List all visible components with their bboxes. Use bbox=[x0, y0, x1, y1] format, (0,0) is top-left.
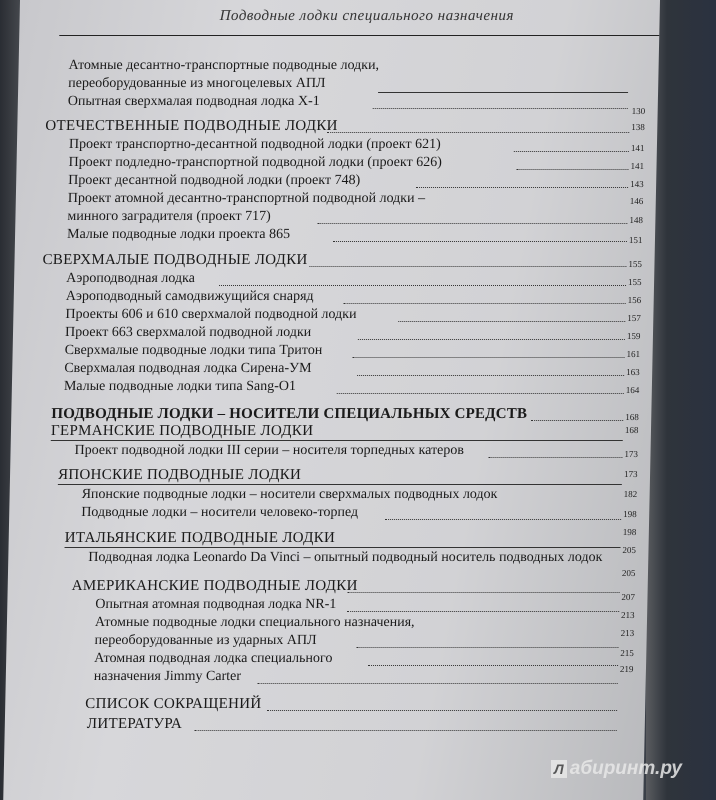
page-number: 168 bbox=[625, 412, 639, 422]
toc-entry: Проект транспортно-десантной подводной лодки (проект 621) bbox=[68, 137, 441, 152]
header-rule bbox=[59, 35, 659, 36]
toc-entry: Атомные подводные лодки специального назначения, bbox=[94, 615, 415, 630]
leader-dots bbox=[309, 266, 626, 267]
site-watermark: Л абиринт.ру bbox=[551, 758, 682, 780]
toc-part-title: ПОДВОДНЫЕ ЛОДКИ – НОСИТЕЛИ СПЕЦИАЛЬНЫХ СРЕДСТВ bbox=[51, 406, 528, 422]
page-number: 163 bbox=[626, 367, 640, 377]
page-number: 155 bbox=[628, 259, 643, 269]
toc-section: АМЕРИКАНСКИЕ ПОДВОДНЫЕ ЛОДКИ bbox=[71, 578, 358, 594]
leader-dots bbox=[258, 683, 618, 684]
toc-entry: Проект подводной лодки III серии – носителя торпедных катеров bbox=[74, 443, 465, 458]
page-number: 198 bbox=[622, 527, 637, 537]
toc-entry: Атомные десантно-транспортные подводные лодки, bbox=[68, 58, 380, 73]
leader-dots bbox=[385, 519, 621, 520]
toc-section: ОТЕЧЕСТВЕННЫЕ ПОДВОДНЫЕ ЛОДКИ bbox=[45, 118, 338, 134]
leader-dots bbox=[416, 187, 628, 188]
page-number: 148 bbox=[629, 215, 643, 225]
leader-dots bbox=[344, 303, 626, 304]
leader-dots bbox=[347, 611, 619, 612]
toc-entry: Атомная подводная лодка специального bbox=[94, 651, 333, 666]
page-number: 198 bbox=[623, 509, 637, 519]
page-number: 215 bbox=[620, 648, 634, 658]
toc-entry: Японские подводные лодки – носители сверхмалых подводных лодок bbox=[81, 487, 498, 502]
section-rule bbox=[51, 440, 623, 441]
page-number: 173 bbox=[623, 469, 638, 479]
page-number: 143 bbox=[630, 179, 644, 189]
toc-entry: Малые подводные лодки проекта 865 bbox=[66, 227, 291, 242]
toc-entry: Опытная атомная подводная лодка NR-1 bbox=[95, 597, 337, 612]
page-number: 213 bbox=[620, 628, 635, 638]
page-number: 164 bbox=[625, 385, 640, 395]
leader-dots bbox=[531, 420, 623, 421]
toc-entry: Проект 663 сверхмалой подводной лодки bbox=[64, 325, 312, 340]
leader-dots bbox=[357, 375, 624, 376]
page-number: 157 bbox=[627, 313, 641, 323]
toc-entry: Подводная лодка Leonardo Da Vinci – опытный подводный носитель подводных лодок bbox=[88, 550, 603, 565]
leader-dots bbox=[358, 339, 625, 340]
toc-entry: назначения Jimmy Carter bbox=[93, 669, 242, 684]
leader-dots bbox=[514, 151, 629, 152]
leader-dots bbox=[317, 223, 627, 224]
watermark-logo-icon: Л bbox=[551, 760, 567, 778]
leader-dots bbox=[353, 357, 625, 358]
leader-dots bbox=[398, 321, 625, 322]
leader-dots bbox=[368, 665, 618, 666]
page-number: 146 bbox=[629, 196, 644, 206]
page-number: 141 bbox=[630, 143, 645, 153]
page-number: 151 bbox=[628, 235, 643, 245]
leader-dots bbox=[516, 169, 628, 170]
page-number: 141 bbox=[630, 161, 645, 171]
running-header: Подводные лодки специального назначения bbox=[219, 8, 515, 24]
page-number: 207 bbox=[621, 592, 636, 602]
toc-section: СПИСОК СОКРАЩЕНИЙ bbox=[85, 696, 262, 712]
leader-dots bbox=[195, 730, 617, 731]
toc-entry: Сверхмалые подводные лодки типа Тритон bbox=[64, 343, 323, 358]
page-number: 130 bbox=[631, 106, 646, 116]
section-rule bbox=[58, 484, 622, 485]
toc-entry: переоборудованные из многоцелевых АПЛ bbox=[68, 76, 326, 91]
page-number: 173 bbox=[624, 449, 639, 459]
toc-section: ЛИТЕРАТУРА bbox=[86, 716, 183, 732]
page-number: 161 bbox=[626, 349, 641, 359]
page-number: 219 bbox=[619, 664, 634, 674]
leader-dots bbox=[488, 457, 622, 458]
toc-entry: Опытная сверхмалая подводная лодка X-1 bbox=[67, 94, 320, 109]
leader-dots bbox=[373, 108, 628, 109]
leader-dots bbox=[333, 241, 627, 242]
leader-dots bbox=[348, 592, 620, 593]
page-number: 205 bbox=[621, 568, 636, 578]
toc-entry: Аэроподводная лодка bbox=[66, 271, 196, 286]
page-number: 213 bbox=[621, 610, 635, 620]
toc-entry: Проект атомной десантно-транспортной подводной лодки – bbox=[67, 191, 426, 206]
page-number: 159 bbox=[626, 331, 641, 341]
page-number: 205 bbox=[622, 545, 637, 555]
toc-section: ИТАЛЬЯНСКИЕ ПОДВОДНЫЕ ЛОДКИ bbox=[64, 530, 336, 546]
toc-section: ЯПОНСКИЕ ПОДВОДНЫЕ ЛОДКИ bbox=[57, 467, 302, 483]
toc-entry: Сверхмалая подводная лодка Сирена-УМ bbox=[64, 361, 312, 376]
leader-dots bbox=[337, 393, 624, 394]
toc-entry: Проект десантной подводной лодки (проект 748) bbox=[68, 173, 361, 188]
page-number: 155 bbox=[627, 277, 642, 287]
toc-entry: Аэроподводный самодвижущийся снаряд bbox=[65, 289, 314, 304]
leader-dots bbox=[267, 710, 617, 711]
toc-entry: Подводные лодки – носители человеко-торпед bbox=[81, 505, 359, 520]
leader-dots bbox=[356, 647, 618, 648]
toc-entry: минного заградителя (проект 717) bbox=[67, 209, 271, 224]
leader-dots bbox=[327, 132, 629, 133]
toc-section: СВЕРХМАЛЫЕ ПОДВОДНЫЕ ЛОДКИ bbox=[42, 252, 308, 268]
section-rule bbox=[65, 547, 621, 548]
toc-entry: переоборудованные из ударных АПЛ bbox=[94, 633, 317, 648]
page-number: 138 bbox=[631, 122, 645, 132]
page-number: 156 bbox=[627, 295, 642, 305]
page-number: 182 bbox=[623, 489, 638, 499]
page-number: 168 bbox=[624, 425, 639, 435]
book-page bbox=[3, 0, 660, 800]
leader-dots bbox=[219, 285, 626, 286]
leader-line bbox=[378, 92, 628, 93]
toc-entry: Проект подледно-транспортной подводной лодки (проект 626) bbox=[68, 155, 442, 170]
toc-entry: Малые подводные лодки типа Sang-O1 bbox=[63, 379, 297, 394]
toc-entry: Проекты 606 и 610 сверхмалой подводной лодки bbox=[65, 307, 357, 322]
toc-section: ГЕРМАНСКИЕ ПОДВОДНЫЕ ЛОДКИ bbox=[50, 423, 314, 439]
